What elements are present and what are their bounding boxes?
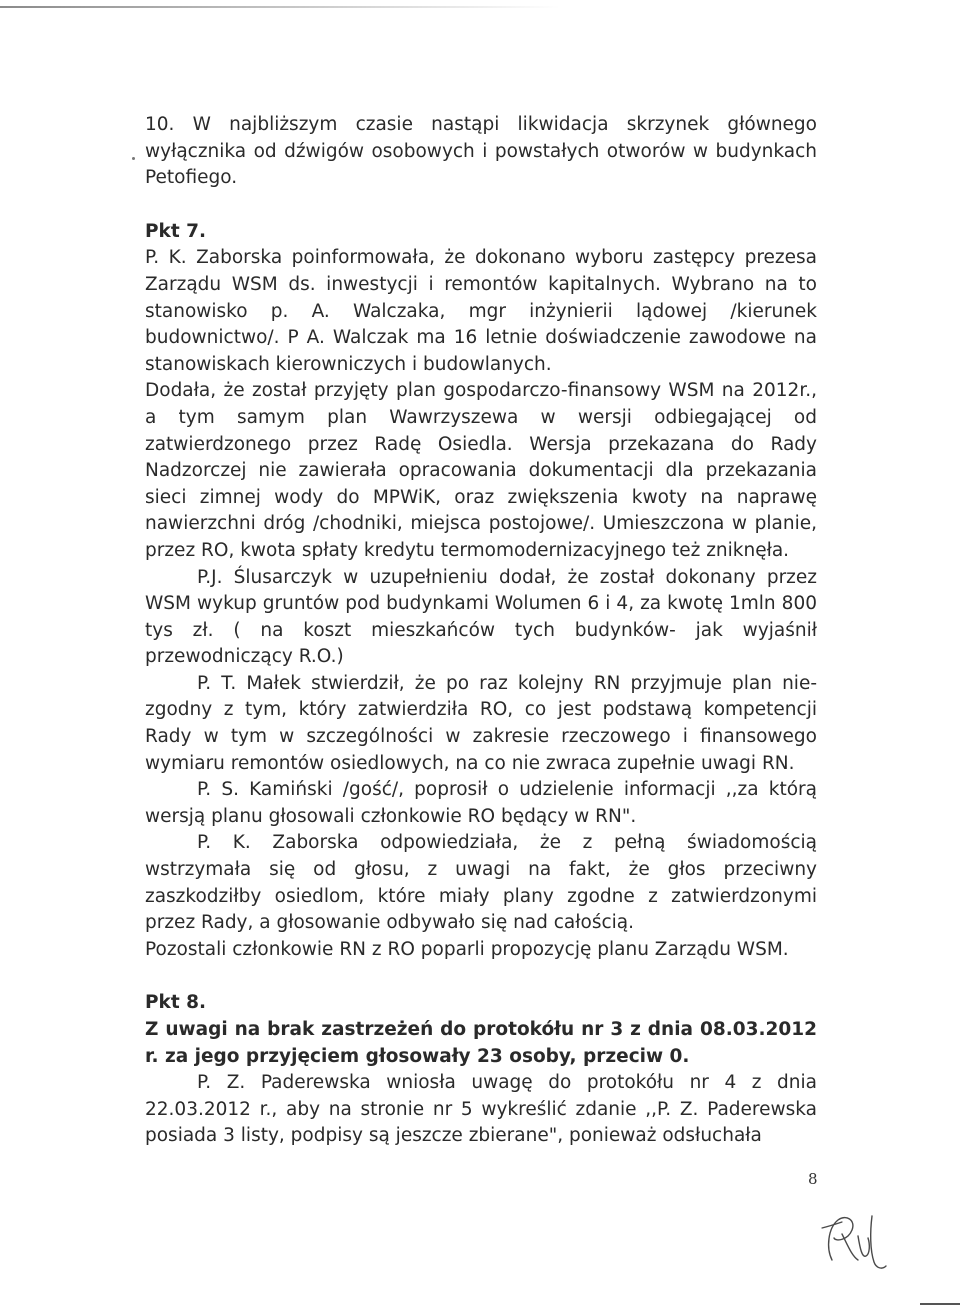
point-10-paragraph: 10. W najbliższym czasie nastąpi likwidacja skrzynek głównego wyłącznika od dźwigów osobowych i powstałych otworów w budynkach Petofiego. (145, 114, 817, 189)
slusarczyk-paragraph: P.J. Ślusarczyk w uzupełnieniu dodał, że został dokonany przez WSM wykup gruntów pod budynkami Wolumen 6 i 4, za kwotę 1mln 800 tys zł. ( na koszt mieszkańców tych budynków- jak wyjaśnił przewodniczący R.O.) (145, 566, 817, 668)
page-number: 8 (808, 1170, 818, 1188)
margin-mark (132, 157, 135, 160)
zaborska-response-paragraph: P. K. Zaborska odpowiedziała, że z pełną świadomością wstrzymała się od głosu, z uwagi na fakt, że głos przeciwny zaszkodziłby osiedlom, które miały plany zgodne z zatwierdzonymi przez Rady, a głosowanie odbywało się nad całością. (145, 832, 817, 934)
section-heading-pkt-8: Pkt 8. (145, 992, 207, 1014)
malek-paragraph: P. T. Małek stwierdził, że po raz kolejny RN przyjmuje plan nie- zgodny z tym, który zatwierdziła RO, co jest podstawą kompetencji Rady w tym w szczególności w zakresie rzeczowego i finansowego wymiaru remontów osiedlowych, na co nie zwraca zupełnie uwagi RN. (145, 672, 817, 774)
document-body (145, 112, 817, 1150)
remaining-members-paragraph: Pozostali członkowie RN z RO poparli propozycję planu Zarządu WSM. (145, 938, 789, 960)
kaminski-paragraph: P. S. Kamiński /gość/, poprosił o udzielenie informacji ,,za którą wersją planu głosowali członkowie RO będący w RN". (145, 779, 817, 827)
vote-result-paragraph: Z uwagi na brak zastrzeżeń do protokółu nr 3 z dnia 08.03.2012 r. za jego przyjęciem głosowały 23 osoby, przeciw 0. (145, 1019, 817, 1067)
paragraph-spacer (145, 963, 817, 990)
paragraph-spacer (145, 192, 817, 219)
scan-edge-bottom (920, 1303, 960, 1305)
plan-adoption-paragraph: Dodała, że został przyjęty plan gospodarczo-finansowy WSM na 2012r., a tym samym plan Wawrzyszewa w wersji odbiegającej od zatwierdzonego przez Radę Osiedla. Wersja przekazana do Rady Nadzorczej nie zawierała opracowania dokumentacji dla przekazania sieci zimnej wody do MPWiK, oraz zwiększenia kwoty na naprawę nawierzchni dróg /chodniki, miejsca postojowe/. Umieszczona w planie, przez RO, kwota spłaty kredytu termomodernizacyjnego też zniknęła. (145, 380, 817, 561)
zaborska-announcement-paragraph: P. K. Zaborska poinformowała, że dokonano wyboru zastępcy prezesa Zarządu WSM ds. inwestycji i remontów kapitalnych. Wybrano na to stanowisko p. A. Walczaka, mgr inżynierii lądowej /kierunek budownictwo/. P A. Walczak ma 16 letnie doświadczenie zawodowe na stanowiskach kierowniczych i budowlanych. (145, 247, 817, 375)
handwritten-signature (812, 1198, 904, 1288)
section-heading-pkt-7: Pkt 7. (145, 220, 207, 242)
paderewska-paragraph: P. Z. Paderewska wniosła uwagę do protokółu nr 4 z dnia 22.03.2012 r., aby na stronie nr 5 wykreślić zdanie ,,P. Z. Paderewska posiada 3 listy, podpisy są jeszcze zbierane", ponieważ odsłuchała (145, 1072, 817, 1147)
scan-edge-top (0, 6, 560, 8)
